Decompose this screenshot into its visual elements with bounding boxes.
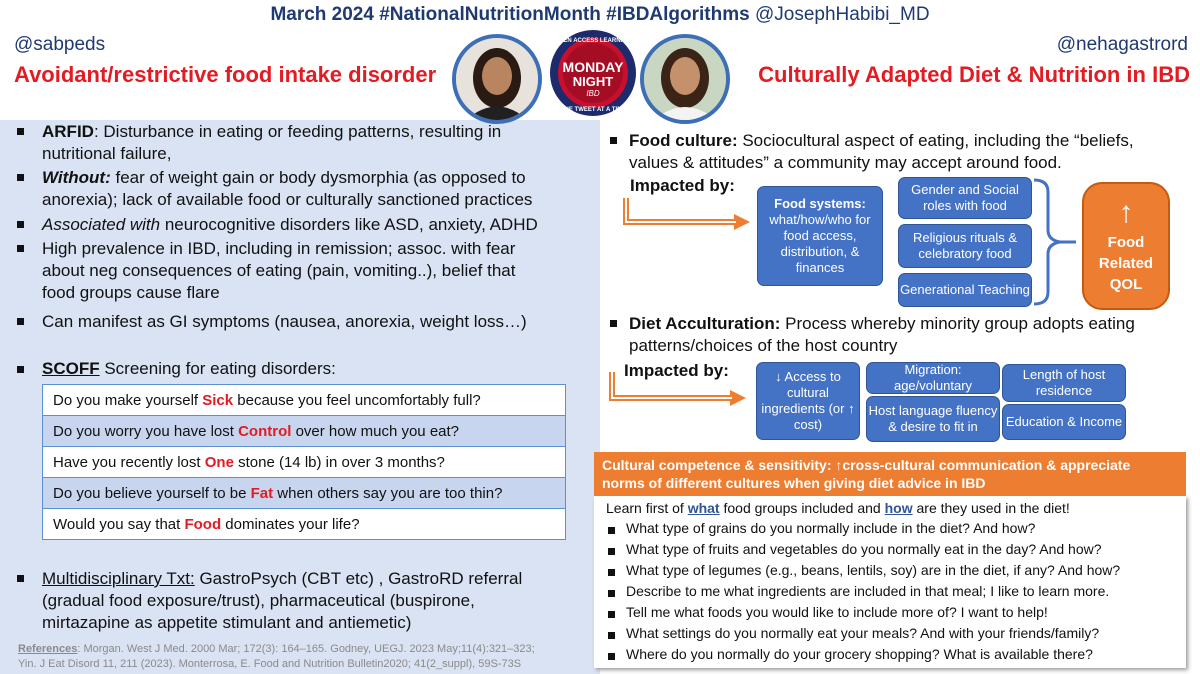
food-systems-title: Food systems: [774, 196, 866, 211]
list-item: What type of grains do you normally include in the diet? And how? [626, 520, 1036, 536]
list-item: Describe to me what ingredients are included in that meal; I like to learn more. [626, 583, 1110, 599]
page-title [0, 4, 1200, 26]
impacted-by-label-2: Impacted by: [624, 361, 729, 380]
associated-term: Associated with [42, 215, 161, 234]
learn-mid: food groups included and [719, 500, 885, 516]
gender-roles-box: Gender and Social roles with food [898, 177, 1032, 219]
food-qol-text: Food Related QOL [1098, 233, 1154, 293]
logo-line1: MONDAY [562, 59, 624, 75]
multi-line1: GastroPsych (CBT etc) , GastroRD referral [194, 569, 523, 588]
bullet-square-icon [17, 318, 24, 325]
bullet-square-icon [17, 221, 24, 228]
learn-first-line [606, 500, 1070, 516]
cultural-competence-banner [594, 452, 1186, 496]
list-item: Where do you normally do your grocery shopping? What is available there? [626, 646, 1093, 662]
learn-what: what [687, 500, 720, 516]
arfid-bullet [42, 121, 501, 165]
bullet-square-icon [610, 137, 617, 144]
scoff-key-word: Fat [250, 484, 274, 502]
diet-term: Diet Acculturation: [629, 314, 781, 333]
scoff-key-word: Food [184, 515, 222, 533]
scoff-heading [42, 358, 336, 380]
arfid-term: ARFID [42, 122, 94, 141]
bullet-square-icon [610, 320, 617, 327]
list-item: What type of fruits and vegetables do you normally eat in the day? And how? [626, 541, 1102, 557]
scoff-term: SCOFF [42, 359, 100, 378]
list-item: What settings do you normally eat your meals? And with your friends/family? [626, 625, 1100, 641]
bullet-square-icon [608, 632, 615, 639]
logo-line2: NIGHT [572, 74, 614, 89]
access-ingredients-box: ↓ Access to cultural ingredients (or ↑ cost) [756, 362, 860, 440]
scoff-cell: Do you make yourself Sick because you feel uncomfortably full? [43, 385, 566, 416]
manifest-text: Can manifest as GI symptoms (nausea, anorexia, weight loss…) [42, 312, 527, 331]
scoff-key-word: Sick [202, 391, 234, 409]
manifest-bullet [42, 311, 527, 333]
scoff-key-word: One [204, 453, 234, 471]
education-income-box: Education & Income [1002, 404, 1126, 440]
left-heading: Avoidant/restrictive food intake disorder [14, 62, 437, 87]
migration-box: Migration: age/voluntary [866, 362, 1000, 394]
diet-line2: patterns/choices of the host country [629, 336, 898, 355]
bullet-square-icon [17, 366, 24, 373]
up-arrow-icon: ↑ [1118, 195, 1134, 229]
logo-line3: IBD [586, 89, 600, 98]
scoff-cell: Have you recently lost One stone (14 lb) in over 3 months? [43, 447, 566, 478]
bullet-square-icon [17, 128, 24, 135]
food-culture-term: Food culture: [629, 131, 738, 150]
monday-night-ibd-logo [548, 28, 638, 118]
table-row [43, 478, 566, 509]
associated-text: neurocognitive disorders like ASD, anxiety, ADHD [160, 215, 538, 234]
bullet-square-icon [608, 548, 615, 555]
title-author: @JosephHabibi_MD [755, 4, 930, 25]
bullet-square-icon [608, 653, 615, 660]
food-qol-box [1082, 182, 1170, 310]
without-text: fear of weight gain or body dysmorphia (as opposed to [110, 168, 526, 187]
bullet-square-icon [608, 590, 615, 597]
arfid-definition: : Disturbance in eating or feeding patterns, resulting in [93, 122, 502, 141]
prevalence-line1: High prevalence in IBD, including in remission; assoc. with fear [42, 239, 516, 258]
list-item: What type of legumes (e.g., beans, lentils, soy) are in the diet, if any? And how? [626, 562, 1121, 578]
scoff-cell: Do you believe yourself to be Fat when others say you are too thin? [43, 478, 566, 509]
table-row [43, 447, 566, 478]
scoff-cell: Would you say that Food dominates your life? [43, 509, 566, 540]
bullet-square-icon [17, 245, 24, 252]
bullet-square-icon [608, 569, 615, 576]
title-text: March 2024 #NationalNutritionMonth #IBDAlgorithms [270, 4, 750, 25]
scoff-cell: Do you worry you have lost Control over how much you eat? [43, 416, 566, 447]
refs-line1: : Morgan. West J Med. 2000 Mar; 172(3): 164–165. Godney, UEGJ. 2023 May;11(4):321–323; [77, 643, 535, 655]
avatar-portrait-icon [456, 38, 538, 120]
prevalence-line2: about neg consequences of eating (pain, vomiting..), belief that [42, 261, 516, 280]
refs-label: References [18, 643, 78, 655]
multi-term: Multidisciplinary Txt: [42, 569, 195, 588]
diet-line1: Process whereby minority group adopts eating [780, 314, 1135, 333]
references [18, 642, 535, 672]
table-row [43, 509, 566, 540]
scoff-key-word: Control [238, 422, 292, 440]
learn-pre: Learn first of [606, 500, 688, 516]
learn-post: are they used in the diet! [912, 500, 1070, 516]
list-item: Tell me what foods you would like to include more of? I want to help! [626, 604, 1048, 620]
food-systems-box [757, 186, 883, 286]
food-culture-bullet [629, 130, 1134, 174]
table-row [43, 385, 566, 416]
avatar-portrait-icon [644, 38, 726, 120]
bent-arrow-icon [618, 196, 758, 236]
scoff-table [42, 384, 566, 540]
prevalence-bullet [42, 238, 515, 304]
arfid-definition-cont: nutritional failure, [42, 144, 172, 163]
associated-bullet [42, 214, 538, 236]
table-row [43, 416, 566, 447]
bullet-square-icon [17, 575, 24, 582]
prevalence-line3: food groups cause flare [42, 283, 220, 302]
multi-line3: mirtazapine as appetite stimulant and antiemetic) [42, 613, 412, 632]
banner-line2: norms of different cultures when giving diet advice in IBD [602, 475, 986, 491]
food-culture-line2: values & attitudes” a community may accept around food. [629, 153, 1062, 172]
food-systems-body: what/how/who for food access, distribution, & finances [769, 212, 871, 275]
length-residence-box: Length of host residence [1002, 364, 1126, 402]
bullet-square-icon [608, 611, 615, 618]
logo-bottom-text: ONE TWEET AT A TIME [559, 107, 627, 113]
learn-how: how [884, 500, 913, 516]
bullet-square-icon [17, 174, 24, 181]
left-handle[interactable]: @sabpeds [14, 34, 106, 55]
religious-rituals-box: Religious rituals & celebratory food [898, 224, 1032, 268]
multi-line2: (gradual food exposure/trust), pharmaceutical (buspirone, [42, 591, 475, 610]
without-text-cont: anorexia); lack of available food or culturally sanctioned practices [42, 190, 533, 209]
bullet-square-icon [608, 527, 615, 534]
left-author-avatar [452, 34, 542, 124]
right-heading: Culturally Adapted Diet & Nutrition in IBD [758, 62, 1190, 87]
multidisciplinary-bullet [42, 568, 522, 634]
food-culture-line1: Sociocultural aspect of eating, including the “beliefs, [737, 131, 1134, 150]
host-language-box: Host language fluency & desire to fit in [866, 396, 1000, 442]
right-handle[interactable]: @nehagastrord [1056, 34, 1188, 55]
logo-badge-icon [548, 28, 638, 118]
scoff-heading-rest: Screening for eating disorders: [99, 359, 336, 378]
without-term: Without: [42, 168, 111, 187]
logo-top-text: OPEN ACCESS LEARNING [554, 38, 632, 44]
without-bullet [42, 167, 532, 211]
diet-acculturation-bullet [629, 313, 1135, 357]
refs-line2: Yin. J Eat Disord 11, 211 (2023). Monterrosa, E. Food and Nutrition Bulletin2020; 41(2_suppl), 59S-73S [18, 658, 522, 670]
curly-brace-icon [1030, 178, 1080, 306]
bent-arrow-icon [604, 370, 754, 412]
banner-line1: Cultural competence & sensitivity: ↑cross-cultural communication & appreciate [602, 457, 1131, 473]
right-author-avatar [640, 34, 730, 124]
impacted-by-label-1: Impacted by: [630, 176, 735, 195]
generational-teaching-box: Generational Teaching [898, 273, 1032, 307]
